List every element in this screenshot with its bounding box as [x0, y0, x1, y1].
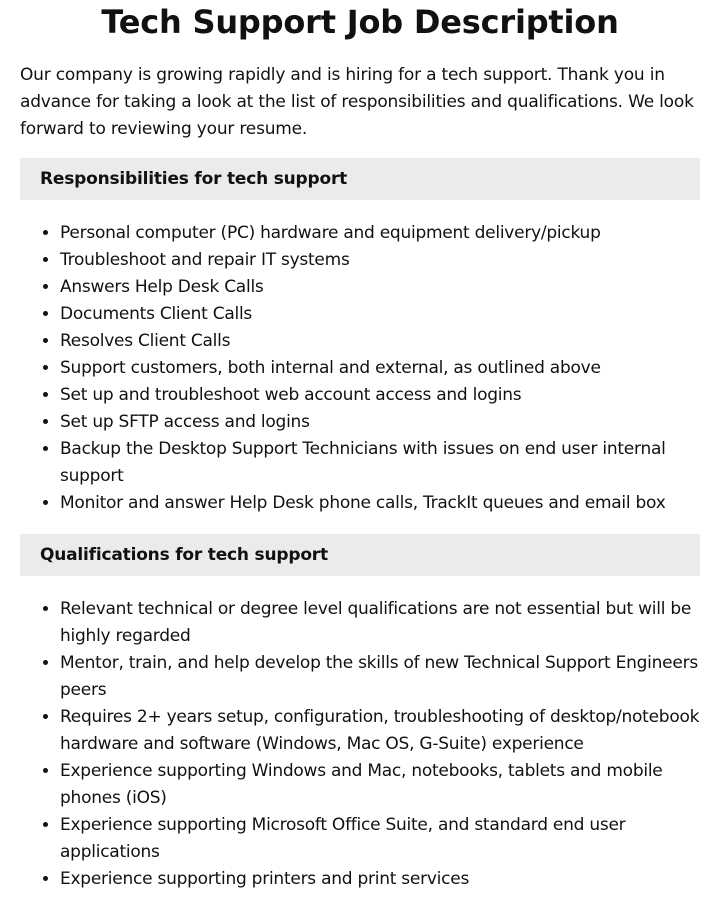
- responsibilities-list: [20, 220, 700, 517]
- page-title: Tech Support Job Description: [101, 3, 619, 41]
- list-item: • Monitor and answer Help Desk phone calls, TrackIt queues and email box: [60, 490, 700, 517]
- list-item: • Documents Client Calls: [60, 301, 700, 328]
- list-item: • Experience supporting printers and print services: [60, 866, 700, 893]
- list-item: • Backup the Desktop Support Technicians with issues on end user internal support: [60, 436, 700, 490]
- list-item: • Experience supporting Windows and Mac, notebooks, tablets and mobile phones (iOS): [60, 758, 700, 812]
- qualifications-list: [20, 596, 700, 893]
- list-item: • Answers Help Desk Calls: [60, 274, 700, 301]
- list-item: • Mentor, train, and help develop the skills of new Technical Support Engineers peers: [60, 650, 700, 704]
- list-item: • Personal computer (PC) hardware and equipment delivery/pickup: [60, 220, 700, 247]
- qualifications-heading: [20, 534, 700, 576]
- list-item: • Troubleshoot and repair IT systems: [60, 247, 700, 274]
- list-item: • Relevant technical or degree level qualifications are not essential but will be highly regarded: [60, 596, 700, 650]
- list-item: • Resolves Client Calls: [60, 328, 700, 355]
- list-item: • Support customers, both internal and external, as outlined above: [60, 355, 700, 382]
- responsibilities-heading-label: Responsibilities for tech support: [40, 169, 348, 189]
- list-item: • Requires 2+ years setup, configuration, troubleshooting of desktop/notebook hardware and software (Windows, Mac OS, G-Suite) experience: [60, 704, 700, 758]
- intro-paragraph: Our company is growing rapidly and is hiring for a tech support. Thank you in advance for taking a look at the list of responsibilities and qualifications. We look forward to reviewing your resume.: [20, 65, 694, 139]
- list-item: • Set up and troubleshoot web account access and logins: [60, 382, 700, 409]
- responsibilities-heading: [20, 158, 700, 200]
- list-item: • Set up SFTP access and logins: [60, 409, 700, 436]
- list-item: • Experience supporting Microsoft Office Suite, and standard end user applications: [60, 812, 700, 866]
- qualifications-heading-label: Qualifications for tech support: [40, 545, 328, 565]
